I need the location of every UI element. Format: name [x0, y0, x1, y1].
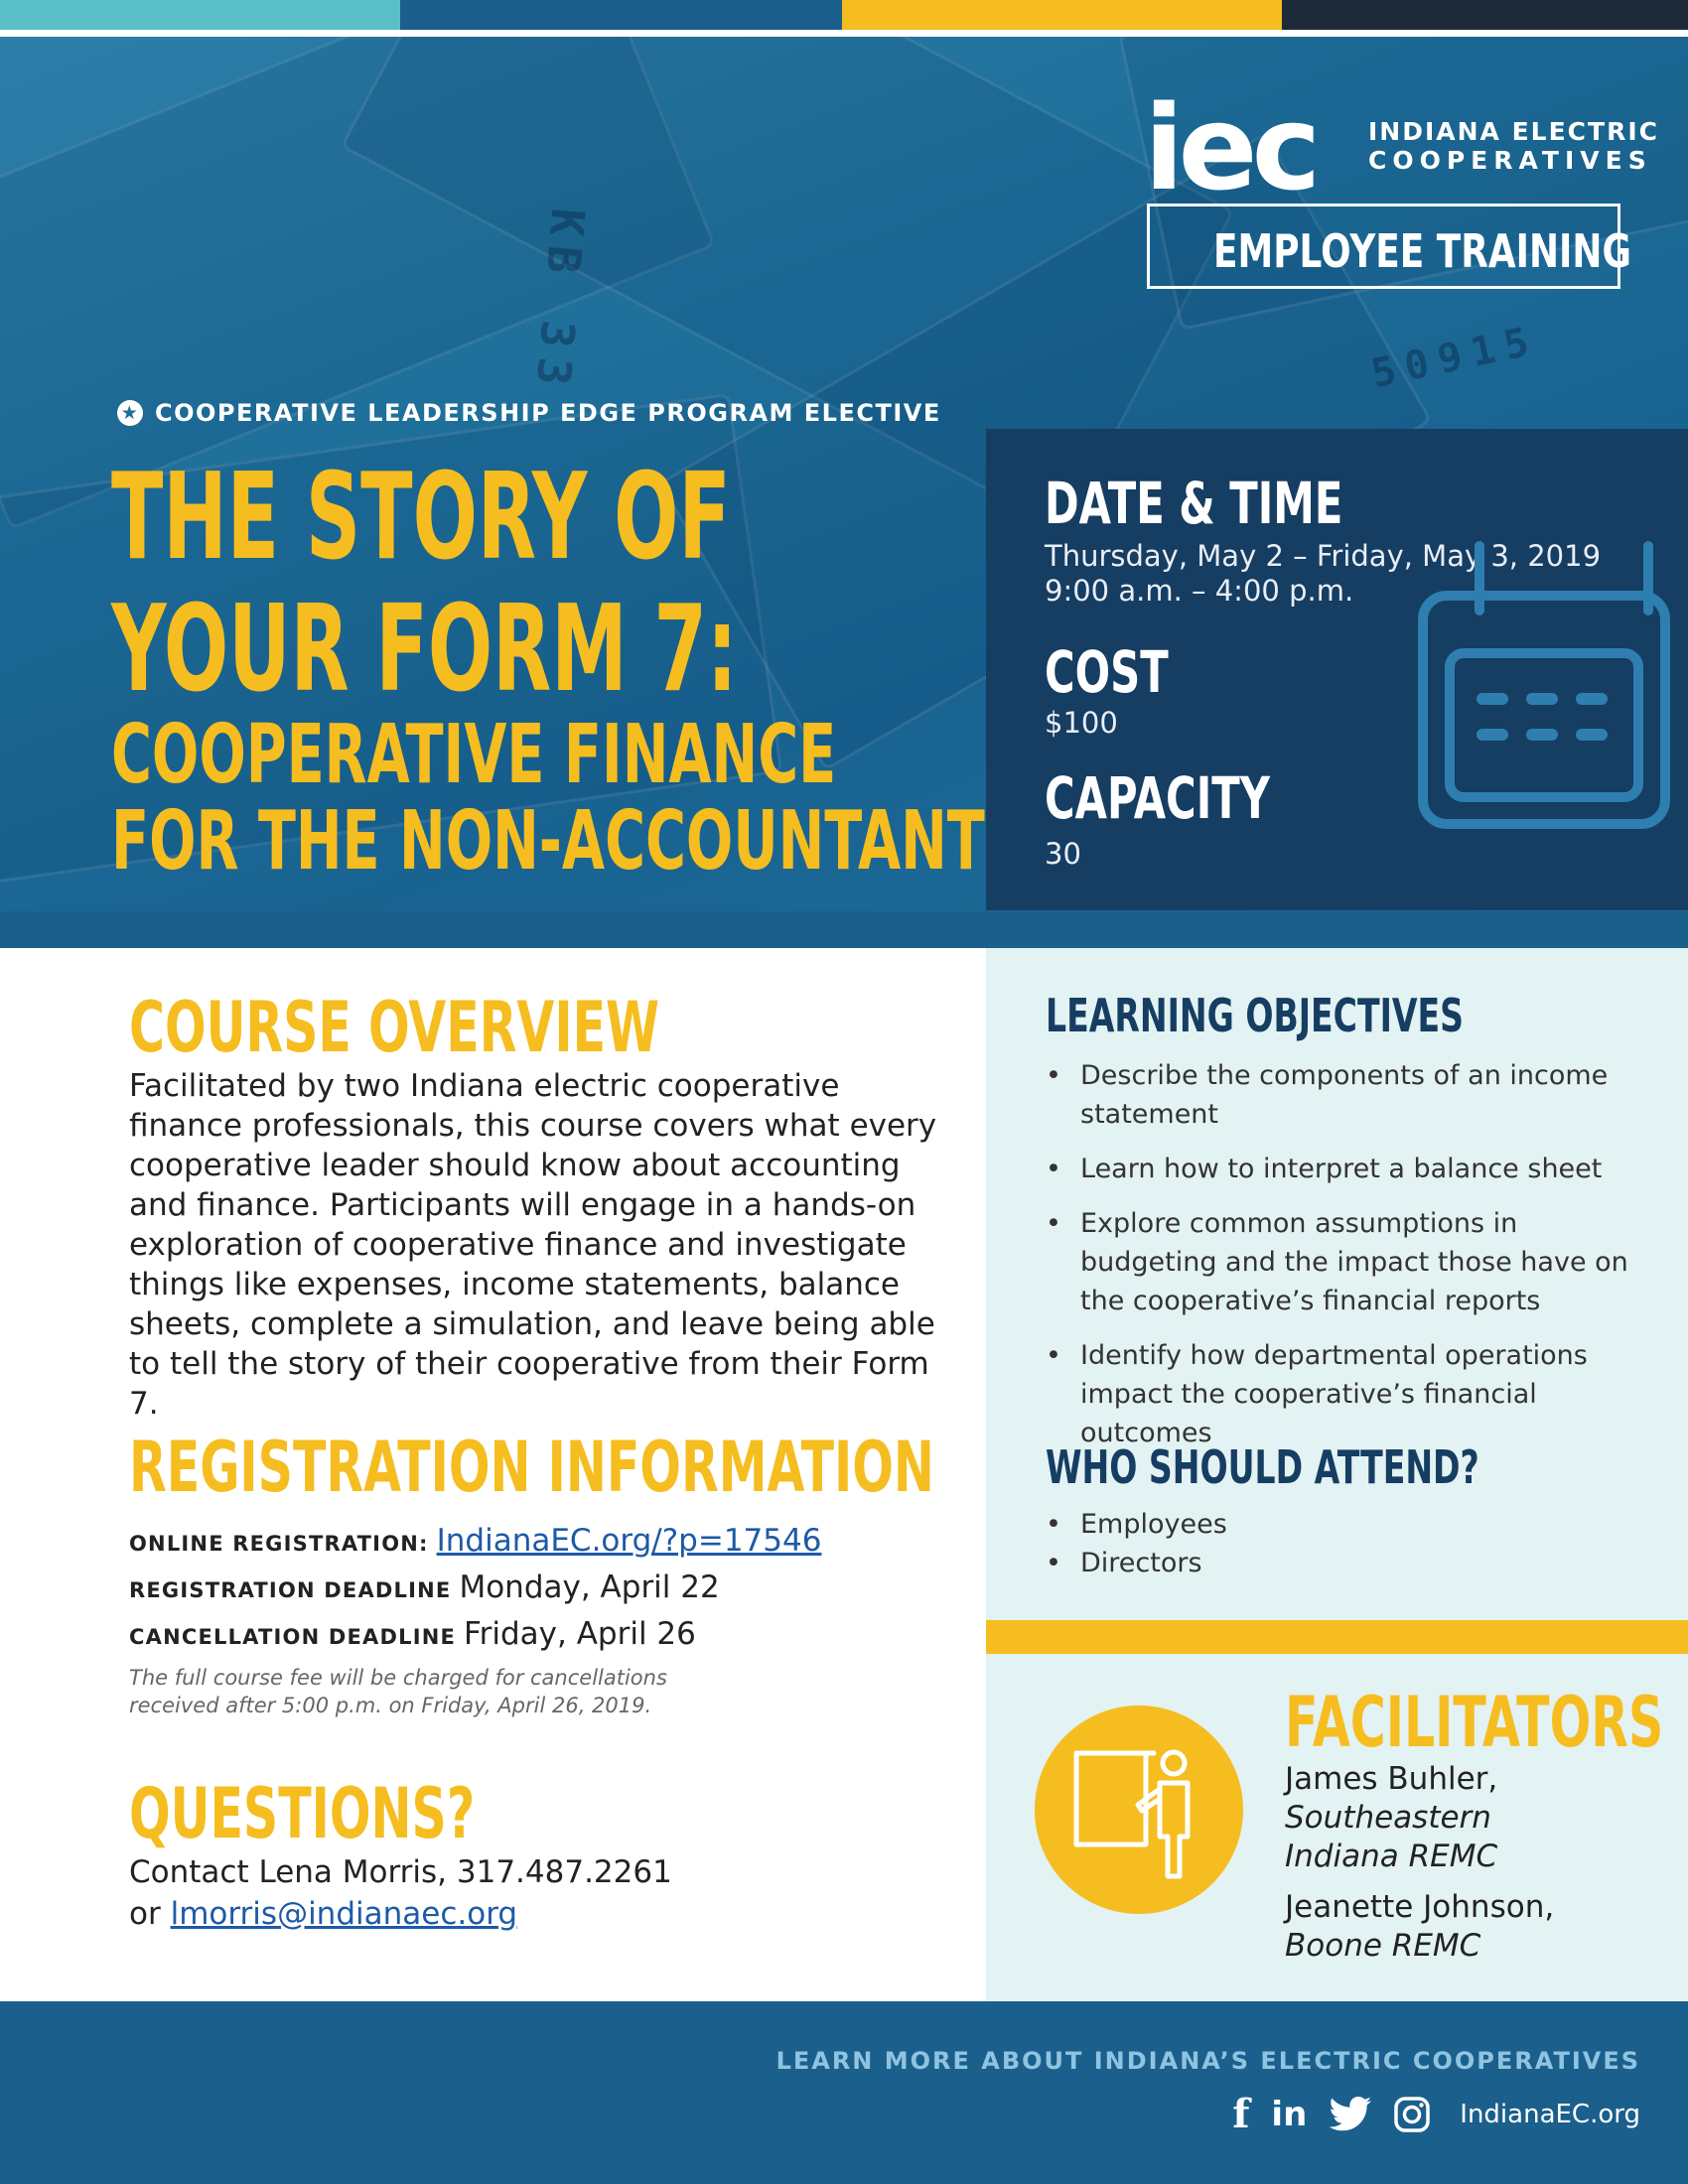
date-line-2: 9:00 a.m. – 4:00 p.m. [1045, 574, 1354, 608]
facilitator-1 [1285, 1760, 1497, 1876]
cancellation-note-line-1: The full course fee will be charged for cancellations [129, 1666, 667, 1690]
date-line-1: Thursday, May 2 – Friday, May 3, 2019 [1045, 539, 1602, 573]
online-registration-link[interactable]: IndianaEC.org/?p=17546 [436, 1523, 822, 1559]
background-serial: KB 33 [525, 205, 596, 398]
presenter-icon-circle [1035, 1706, 1243, 1914]
registration-deadline-label: REGISTRATION DEADLINE [129, 1578, 452, 1602]
instagram-icon[interactable] [1394, 2097, 1430, 2132]
capacity-value: 30 [1045, 837, 1081, 871]
cancellation-note [129, 1664, 745, 1719]
subtitle-line-2: FOR THE NON-ACCOUNTANT [111, 794, 985, 888]
cancellation-deadline-row [129, 1616, 696, 1652]
date-heading: DATE & TIME [1045, 470, 1343, 537]
cancellation-deadline-value: Friday, April 26 [464, 1616, 696, 1652]
program-label [117, 399, 941, 427]
logo-line-1: INDIANA ELECTRIC [1368, 117, 1659, 146]
color-segment-gold [842, 0, 1282, 30]
cost-heading: COST [1045, 638, 1169, 706]
iec-logo-name [1368, 117, 1659, 175]
learning-objectives-heading: LEARNING OBJECTIVES [1046, 989, 1465, 1042]
footer-website[interactable]: IndianaEC.org [1460, 2100, 1640, 2129]
facilitators-heading: FACILITATORS [1285, 1682, 1664, 1763]
presenter-icon [1035, 1706, 1243, 1914]
contact-or: or [129, 1896, 161, 1932]
online-registration-row [129, 1523, 821, 1559]
capacity-heading: CAPACITY [1045, 764, 1270, 832]
calendar-icon [1415, 536, 1673, 834]
logo-line-2: COOPERATIVES [1368, 146, 1652, 175]
cancellation-deadline-label: CANCELLATION DEADLINE [129, 1625, 457, 1649]
list-item: • Identify how departmental operations impact the cooperative’s financial outcomes [1046, 1336, 1651, 1452]
subtitle-line-1: COOPERATIVE FINANCE [111, 708, 837, 802]
list-item: • Employees [1046, 1505, 1651, 1544]
course-overview-heading: COURSE OVERVIEW [129, 987, 660, 1068]
learning-objectives-list [1046, 1056, 1651, 1452]
contact-info [129, 1851, 672, 1935]
footer-tagline: LEARN MORE ABOUT INDIANA’S ELECTRIC COOPERATIVES [775, 2047, 1640, 2075]
contact-line: Contact Lena Morris, 317.487.2261 [129, 1854, 672, 1890]
list-item: • Directors [1046, 1544, 1651, 1582]
top-color-bar [0, 0, 1688, 30]
course-overview-body: Facilitated by two Indiana electric cooperative finance professionals, this course covers what every cooperative leader should know about accounting and finance. Participants will engage in a hands-on exploration of cooperative finance and investigate things like expenses, income statements, balance sheets, complete a simulation, and leave being able to tell the story of their cooperative from their Form 7. [129, 1068, 937, 1422]
title-line-2: YOUR FORM 7: [111, 581, 738, 719]
program-text: COOPERATIVE LEADERSHIP EDGE PROGRAM ELECTIVE [155, 399, 941, 427]
facebook-icon[interactable]: f [1232, 2091, 1250, 2137]
color-segment-navy [1282, 0, 1688, 30]
attendee-list [1046, 1505, 1651, 1582]
cancellation-note-line-2: received after 5:00 p.m. on Friday, April 26, 2019. [129, 1694, 652, 1717]
color-segment-teal [0, 0, 400, 30]
list-item: • Learn how to interpret a balance sheet [1046, 1150, 1651, 1188]
facilitator-org: Southeastern [1285, 1800, 1491, 1836]
facilitator-org: Indiana REMC [1285, 1839, 1498, 1874]
registration-heading: REGISTRATION INFORMATION [129, 1427, 934, 1508]
iec-logo-mark: iec [1144, 79, 1316, 216]
background-serial: 50915 [1367, 317, 1543, 398]
footer-social-row [1232, 2091, 1640, 2137]
list-item: • Explore common assumptions in budgeting and the impact those have on the cooperative’s financial reports [1046, 1204, 1651, 1320]
hero-bottom-strip [0, 911, 1688, 948]
contact-email-link[interactable]: lmorris@indianaec.org [170, 1896, 518, 1932]
title-line-1: THE STORY OF [111, 449, 731, 587]
facilitator-org: Boone REMC [1285, 1928, 1481, 1964]
linkedin-icon[interactable]: in [1271, 2095, 1308, 2134]
questions-heading: QUESTIONS? [129, 1773, 476, 1854]
star-icon: ★ [117, 400, 143, 426]
registration-deadline-value: Monday, April 22 [459, 1570, 720, 1605]
top-divider [0, 30, 1688, 37]
registration-deadline-row [129, 1570, 720, 1605]
employee-training-label: EMPLOYEE TRAINING [1213, 224, 1631, 278]
online-registration-label: ONLINE REGISTRATION: [129, 1532, 429, 1556]
contact-email-row [129, 1893, 672, 1935]
who-should-attend-heading: WHO SHOULD ATTEND? [1046, 1440, 1479, 1494]
facilitator-name: Jeanette Johnson, [1285, 1889, 1555, 1925]
twitter-icon[interactable] [1329, 2097, 1372, 2132]
facilitator-2 [1285, 1888, 1554, 1966]
list-item: • Describe the components of an income statement [1046, 1056, 1651, 1134]
color-segment-blue [400, 0, 842, 30]
gold-divider [986, 1620, 1688, 1654]
footer [0, 2001, 1688, 2184]
cost-value: $100 [1045, 706, 1118, 740]
facilitator-name: James Buhler, [1285, 1761, 1498, 1797]
